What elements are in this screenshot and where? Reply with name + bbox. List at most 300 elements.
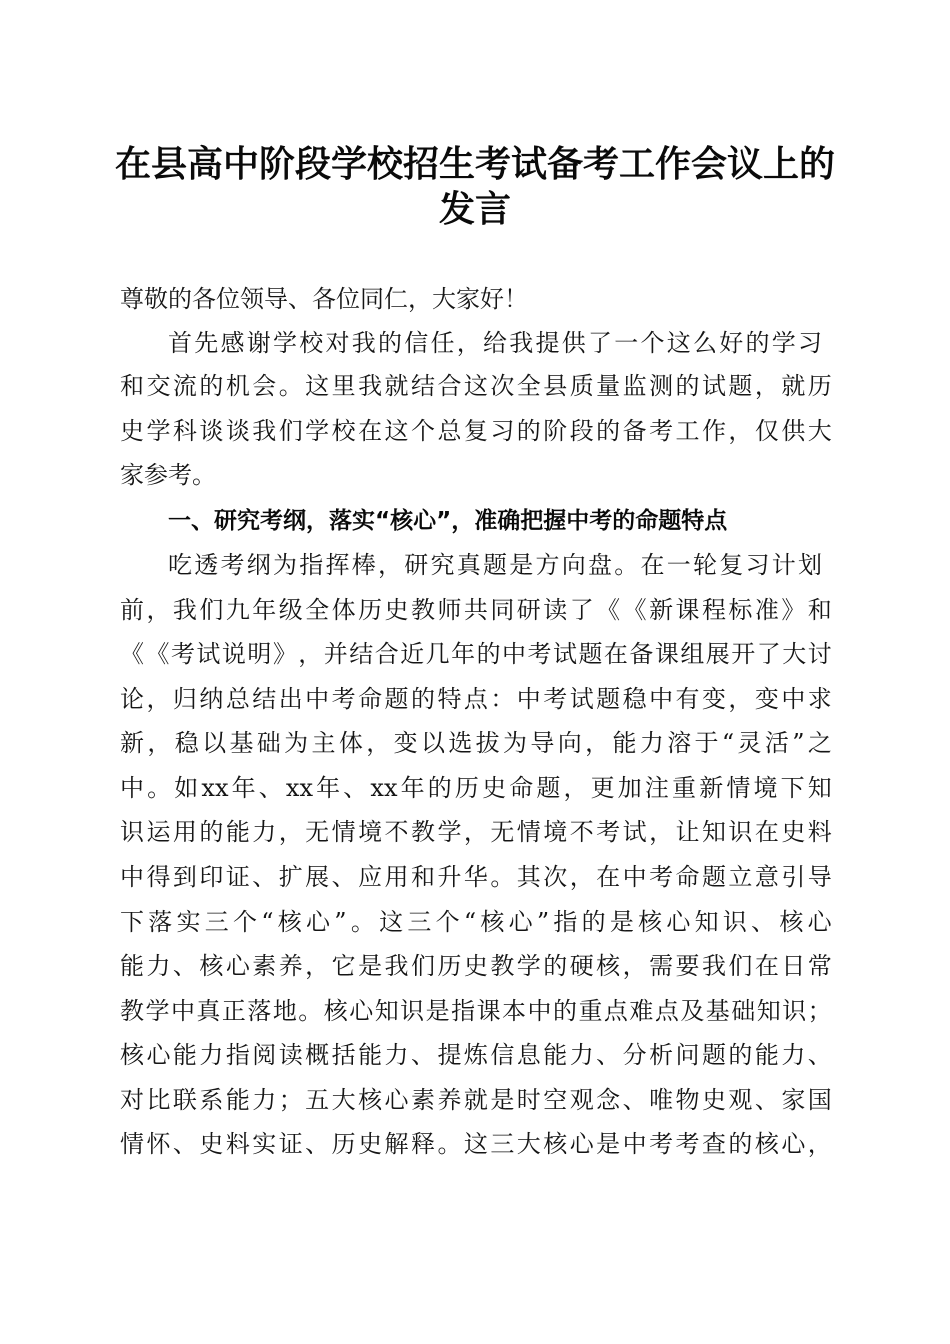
glyph: 重 — [672, 774, 697, 802]
glyph: 如 — [174, 774, 199, 802]
glyph: 近 — [400, 640, 425, 668]
glyph: ： — [490, 685, 515, 713]
glyph: 地 — [272, 997, 297, 1025]
glyph: 知 — [374, 997, 399, 1025]
glyph: 意 — [754, 863, 779, 891]
glyph: 说 — [221, 640, 246, 668]
glyph: 落 — [247, 997, 272, 1025]
glyph: 求 — [807, 685, 832, 713]
section-1-body-line — [168, 549, 822, 581]
glyph: ， — [146, 685, 171, 713]
glyph: 年 — [252, 596, 277, 624]
glyph: 点 — [654, 997, 679, 1025]
glyph: 心 — [569, 1130, 594, 1158]
glyph: 能 — [754, 1041, 779, 1069]
glyph: 是 — [490, 1086, 515, 1114]
glyph: ， — [807, 1130, 832, 1158]
glyph: 是 — [425, 997, 450, 1025]
glyph: 无 — [305, 818, 330, 846]
glyph: 正 — [221, 997, 246, 1025]
glyph: 里 — [331, 372, 356, 400]
glyph: 到 — [172, 863, 197, 891]
glyph: 一 — [614, 329, 639, 357]
glyph: 的 — [596, 417, 621, 445]
glyph: 养 — [437, 1086, 462, 1114]
glyph: 扩 — [278, 863, 303, 891]
glyph: 试 — [701, 372, 726, 400]
section-1-body-line — [120, 638, 832, 670]
glyph: ， — [569, 863, 594, 891]
glyph: 。 — [437, 1130, 462, 1158]
section-1-body-line — [120, 816, 832, 848]
section-1-body-line — [120, 727, 832, 759]
glyph: 知 — [701, 818, 726, 846]
glyph: 总 — [225, 685, 250, 713]
glyph: 新 — [120, 729, 144, 757]
glyph: 我 — [701, 952, 726, 980]
glyph: 信 — [490, 1041, 515, 1069]
glyph: 对 — [120, 1086, 144, 1114]
glyph: 识 — [728, 818, 753, 846]
glyph: 明 — [247, 640, 272, 668]
glyph: 是 — [509, 551, 534, 579]
glyph: 考 — [649, 1130, 674, 1158]
glyph: 观 — [728, 1086, 753, 1114]
glyph: 灵 — [737, 729, 762, 757]
glyph: 中 — [781, 685, 806, 713]
glyph: 立 — [728, 863, 753, 891]
glyph: 心 — [807, 908, 832, 936]
glyph: 我 — [172, 596, 197, 624]
glyph: 盘 — [588, 551, 612, 579]
glyph: 料 — [225, 1130, 250, 1158]
glyph: 、 — [172, 952, 197, 980]
glyph: 素 — [410, 1086, 435, 1114]
glyph: 的 — [581, 908, 606, 936]
glyph: ， — [754, 372, 779, 400]
glyph: ” — [334, 908, 347, 936]
glyph: 中 — [170, 997, 195, 1025]
glyph: 力 — [781, 1041, 806, 1069]
glyph: 大 — [807, 417, 832, 445]
section-1-body-line — [120, 906, 832, 938]
glyph: 开 — [731, 640, 756, 668]
glyph: 史 — [199, 1130, 224, 1158]
glyph: 的 — [745, 329, 770, 357]
glyph: 历 — [358, 596, 383, 624]
glyph: 变 — [393, 729, 418, 757]
glyph: 题 — [596, 685, 621, 713]
glyph: 基 — [229, 729, 254, 757]
glyph: 查 — [701, 1130, 726, 1158]
glyph: 心 — [508, 908, 533, 936]
glyph: 我 — [351, 329, 376, 357]
glyph: 印 — [199, 863, 224, 891]
glyph: 概 — [305, 1041, 330, 1069]
glyph: 《 — [622, 596, 647, 624]
section-1-body-line — [120, 1128, 832, 1160]
glyph: 力 — [252, 1086, 277, 1114]
glyph: 在 — [596, 863, 621, 891]
glyph: 空 — [543, 1086, 568, 1114]
glyph: 联 — [172, 1086, 197, 1114]
glyph: 题 — [578, 640, 603, 668]
glyph: 出 — [278, 685, 303, 713]
glyph: 考 — [543, 685, 568, 713]
glyph: 课 — [675, 596, 700, 624]
glyph: 能 — [225, 818, 250, 846]
glyph: xx — [201, 774, 229, 802]
glyph: 、 — [305, 1130, 330, 1158]
glyph: 常 — [807, 952, 832, 980]
glyph: 的 — [552, 997, 577, 1025]
glyph: 史 — [384, 596, 409, 624]
glyph: 、 — [410, 1041, 435, 1069]
glyph: 、 — [807, 1041, 832, 1069]
glyph: 个 — [233, 908, 257, 936]
glyph: 。 — [298, 997, 323, 1025]
glyph: 在 — [754, 952, 779, 980]
glyph: 和 — [120, 372, 144, 400]
glyph: 复 — [719, 551, 744, 579]
glyph: 和 — [410, 863, 435, 891]
glyph: 真 — [196, 997, 221, 1025]
glyph: 信 — [404, 329, 429, 357]
glyph: 情 — [726, 774, 751, 802]
glyph: 和 — [807, 596, 832, 624]
glyph: 就 — [384, 372, 409, 400]
glyph: 不 — [384, 818, 409, 846]
glyph: 大 — [331, 1086, 356, 1114]
glyph: 九 — [225, 596, 250, 624]
glyph: 能 — [543, 1041, 568, 1069]
glyph: 这 — [384, 417, 409, 445]
glyph: 力 — [639, 729, 664, 757]
glyph: 学 — [145, 997, 170, 1025]
glyph: 轮 — [693, 551, 717, 579]
glyph: 中 — [305, 685, 330, 713]
glyph: 好 — [719, 329, 744, 357]
glyph: 对 — [325, 329, 350, 357]
glyph: 下 — [780, 774, 805, 802]
glyph: 学 — [305, 417, 330, 445]
glyph: 了 — [756, 640, 781, 668]
glyph: ， — [366, 729, 391, 757]
glyph: 注 — [644, 774, 669, 802]
glyph: 感 — [220, 329, 245, 357]
glyph: 史 — [120, 417, 144, 445]
glyph: 为 — [284, 729, 309, 757]
glyph: 得 — [146, 863, 171, 891]
glyph: “ — [721, 729, 735, 757]
section-1-body-line — [120, 861, 832, 893]
glyph: 学 — [516, 952, 541, 980]
glyph: ， — [146, 596, 171, 624]
glyph: 了 — [569, 596, 594, 624]
glyph: 纲 — [246, 551, 271, 579]
glyph: 全 — [305, 596, 330, 624]
glyph: 三 — [204, 908, 229, 936]
glyph: 实 — [176, 908, 201, 936]
glyph: 应 — [358, 863, 383, 891]
glyph: 能 — [225, 1086, 250, 1114]
glyph: 境 — [358, 818, 383, 846]
glyph: 中 — [516, 685, 541, 713]
glyph: 测 — [649, 372, 674, 400]
glyph: 讨 — [807, 640, 832, 668]
glyph: 新 — [649, 596, 674, 624]
glyph: 识 — [120, 818, 144, 846]
section-1-body-line — [120, 683, 832, 715]
glyph: 括 — [331, 1041, 356, 1069]
glyph: 考 — [220, 551, 245, 579]
glyph: 能 — [358, 1041, 383, 1069]
glyph: 变 — [754, 685, 779, 713]
glyph: 交 — [146, 372, 171, 400]
glyph: 有 — [675, 685, 700, 713]
glyph: 之 — [807, 729, 832, 757]
glyph: ， — [728, 685, 753, 713]
glyph: 会 — [252, 372, 277, 400]
glyph: 质 — [569, 372, 594, 400]
section-1-body-line — [120, 995, 832, 1027]
glyph: ； — [278, 1086, 303, 1114]
glyph: 情 — [120, 1130, 144, 1158]
glyph: xx — [370, 774, 398, 802]
glyph: 础 — [731, 997, 756, 1025]
glyph: 力 — [569, 1041, 594, 1069]
glyph: 个 — [435, 908, 460, 936]
glyph: 展 — [705, 640, 730, 668]
glyph: 这 — [305, 372, 330, 400]
glyph: 的 — [516, 417, 541, 445]
glyph: 结 — [410, 372, 435, 400]
glyph: 史 — [482, 774, 507, 802]
glyph: 日 — [781, 952, 806, 980]
glyph: 校 — [299, 329, 324, 357]
document-title-line-1: 在县高中阶段学校招生考试备考工作会议上的 — [114, 143, 835, 185]
glyph: 划 — [798, 551, 822, 579]
glyph: 中 — [649, 685, 674, 713]
glyph: 监 — [622, 372, 647, 400]
glyph: 本 — [502, 997, 527, 1025]
glyph: 史 — [463, 952, 488, 980]
glyph: 课 — [654, 640, 679, 668]
glyph: 指 — [451, 997, 476, 1025]
glyph: 们 — [199, 596, 224, 624]
glyph: 五 — [305, 1086, 330, 1114]
glyph: 县 — [543, 372, 568, 400]
glyph: ， — [147, 729, 172, 757]
glyph: 共 — [463, 596, 488, 624]
glyph: 时 — [516, 1086, 541, 1114]
glyph: 课 — [476, 997, 501, 1025]
glyph: 炼 — [463, 1041, 488, 1069]
glyph: 研 — [516, 596, 541, 624]
glyph: 读 — [543, 596, 568, 624]
glyph: 大 — [516, 1130, 541, 1158]
glyph: 的 — [543, 952, 568, 980]
glyph: “ — [261, 908, 274, 936]
glyph: 试 — [569, 685, 594, 713]
glyph: 中 — [120, 774, 144, 802]
glyph: 指 — [553, 908, 578, 936]
glyph: 析 — [649, 1041, 674, 1069]
glyph: 几 — [425, 640, 450, 668]
glyph: 其 — [516, 863, 541, 891]
glyph: 养 — [278, 952, 303, 980]
section-1-heading: 一、研究考纲，落实“核心”，准确把握中考的命题特点 — [168, 508, 728, 534]
glyph: 以 — [420, 729, 445, 757]
section-1-body-line — [120, 772, 832, 804]
glyph: 识 — [400, 997, 425, 1025]
glyph: 展 — [305, 863, 330, 891]
glyph: ” — [536, 908, 550, 936]
document-title-line-2: 发言 — [438, 188, 511, 230]
glyph: 核 — [120, 1041, 144, 1069]
glyph: 结 — [349, 640, 374, 668]
glyph: 。 — [350, 908, 375, 936]
glyph: 我 — [252, 417, 277, 445]
glyph: 导 — [530, 729, 555, 757]
glyph: 考 — [649, 863, 674, 891]
glyph: 唯 — [649, 1086, 674, 1114]
glyph: 供 — [561, 329, 586, 357]
glyph: 题 — [483, 551, 507, 579]
glyph: 我 — [509, 329, 534, 357]
glyph: 研 — [404, 551, 429, 579]
glyph: 问 — [675, 1041, 700, 1069]
glyph: 备 — [622, 417, 647, 445]
glyph: 就 — [463, 1086, 488, 1114]
glyph: 学 — [146, 417, 171, 445]
glyph: 稳 — [622, 685, 647, 713]
glyph: 了 — [588, 329, 612, 357]
glyph: 是 — [596, 1130, 621, 1158]
glyph: 、 — [754, 1086, 779, 1114]
glyph: 比 — [146, 1086, 171, 1114]
glyph: 新 — [699, 774, 724, 802]
glyph: 们 — [410, 952, 435, 980]
glyph: 年 — [316, 774, 341, 802]
glyph: 重 — [578, 997, 603, 1025]
glyph: 这 — [379, 908, 404, 936]
glyph: 、 — [258, 774, 283, 802]
glyph: 中 — [120, 863, 144, 891]
glyph: 识 — [722, 908, 747, 936]
glyph: 个 — [410, 417, 435, 445]
glyph: 习 — [490, 417, 515, 445]
glyph: 试 — [196, 640, 221, 668]
glyph: 并 — [323, 640, 348, 668]
glyph: 次 — [490, 372, 515, 400]
glyph: 历 — [454, 774, 479, 802]
glyph: 归 — [172, 685, 197, 713]
glyph: 教 — [490, 952, 515, 980]
glyph: 释 — [410, 1130, 435, 1158]
glyph: 同 — [490, 596, 515, 624]
glyph: 年 — [451, 640, 476, 668]
glyph: 。 — [147, 774, 172, 802]
glyph: 素 — [252, 952, 277, 980]
glyph: 体 — [338, 729, 363, 757]
glyph: ， — [649, 818, 674, 846]
glyph: 级 — [278, 596, 303, 624]
glyph: 年 — [400, 774, 425, 802]
glyph: 历 — [331, 1130, 356, 1158]
glyph: 标 — [728, 596, 753, 624]
glyph: 工 — [675, 417, 700, 445]
glyph: 纳 — [199, 685, 224, 713]
glyph: 任 — [430, 329, 455, 357]
glyph: 力 — [384, 1041, 409, 1069]
glyph: 个 — [640, 329, 665, 357]
glyph: 怀 — [146, 1130, 171, 1158]
glyph: 总 — [437, 417, 462, 445]
glyph: 题 — [384, 685, 409, 713]
glyph: 情 — [516, 818, 541, 846]
glyph: 基 — [705, 997, 730, 1025]
glyph: 《 — [145, 640, 170, 668]
glyph: 复 — [463, 417, 488, 445]
glyph: 三 — [407, 908, 432, 936]
glyph: 的 — [675, 372, 700, 400]
glyph: 一 — [666, 551, 691, 579]
glyph: 加 — [617, 774, 642, 802]
glyph: xx — [285, 774, 313, 802]
glyph: 观 — [569, 1086, 594, 1114]
glyph: 题 — [536, 774, 561, 802]
glyph: 证 — [278, 1130, 303, 1158]
glyph: 习 — [798, 329, 822, 357]
glyph: 力 — [252, 818, 277, 846]
glyph: 考 — [170, 640, 195, 668]
glyph: 阶 — [543, 417, 568, 445]
glyph: 计 — [771, 551, 796, 579]
glyph: 史 — [701, 1086, 726, 1114]
glyph: 、 — [331, 863, 356, 891]
glyph: 分 — [622, 1041, 647, 1069]
glyph: 用 — [172, 818, 197, 846]
glyph: 》 — [272, 640, 297, 668]
glyph: 力 — [199, 1041, 224, 1069]
glyph: 心 — [225, 952, 250, 980]
glyph: 段 — [569, 417, 594, 445]
glyph: 。 — [490, 863, 515, 891]
glyph: ， — [563, 774, 588, 802]
section-1-body-line — [120, 1084, 832, 1116]
glyph: 三 — [490, 1130, 515, 1158]
glyph: 试 — [552, 640, 577, 668]
glyph: 题 — [701, 1041, 726, 1069]
glyph: 溶 — [667, 729, 692, 757]
glyph: 核 — [754, 1130, 779, 1158]
glyph: 中 — [622, 863, 647, 891]
glyph: 心 — [146, 1041, 171, 1069]
glyph: 需 — [649, 952, 674, 980]
glyph: 命 — [675, 863, 700, 891]
glyph: 知 — [756, 997, 781, 1025]
glyph: ； — [807, 997, 832, 1025]
glyph: 我 — [384, 952, 409, 980]
glyph: 华 — [463, 863, 488, 891]
glyph: 情 — [331, 818, 356, 846]
glyph: 中 — [622, 1130, 647, 1158]
glyph: 命 — [358, 685, 383, 713]
glyph: 力 — [146, 952, 171, 980]
glyph: 稳 — [174, 729, 199, 757]
glyph: 组 — [680, 640, 705, 668]
